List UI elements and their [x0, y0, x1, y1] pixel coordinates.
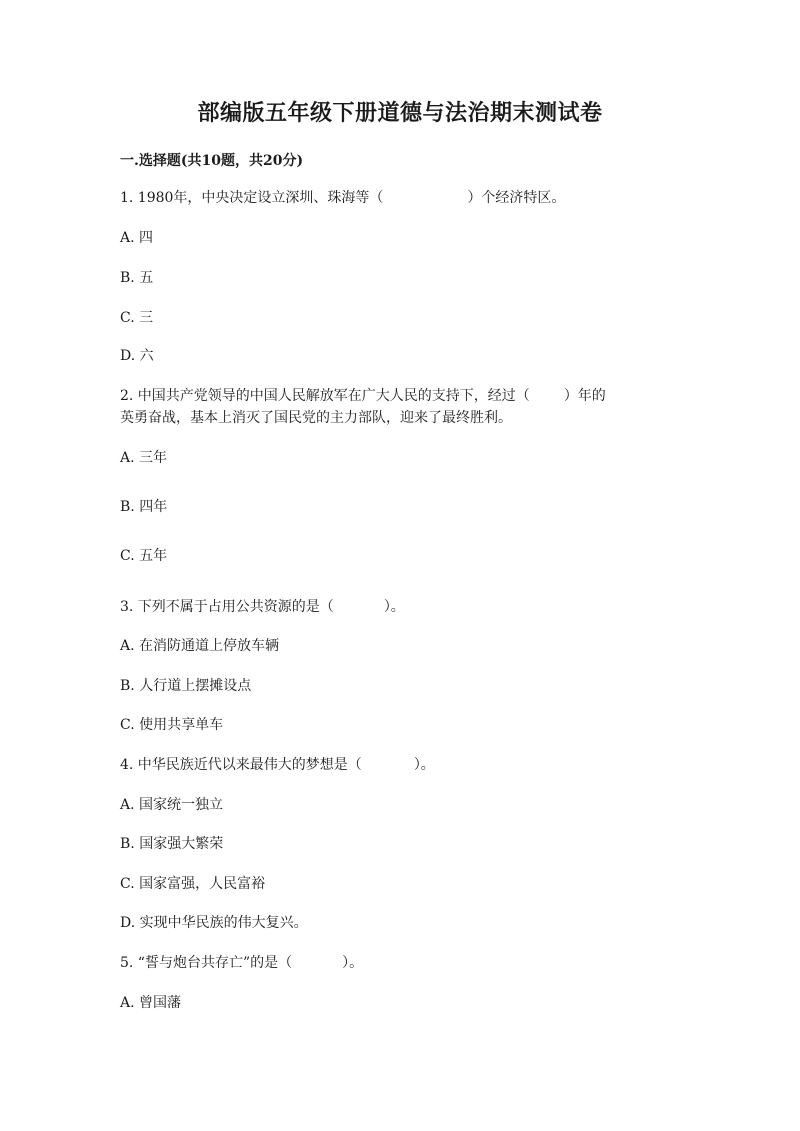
question-2-option-a: A. 三年 — [120, 450, 168, 466]
question-1-option-c: C. 三 — [120, 310, 154, 326]
question-3-stem-after: ）。 — [383, 599, 405, 615]
question-5-option-a: A. 曾国藩 — [120, 995, 182, 1011]
question-2-stem — [120, 385, 680, 407]
question-1-option-a: A. 四 — [120, 230, 154, 246]
question-5-stem-before: 5. “誓与炮台共存亡”的是（ — [120, 955, 293, 971]
question-4-stem-after: ）。 — [413, 757, 435, 773]
section-heading: 一.选择题(共10题，共20分) — [120, 153, 304, 169]
question-3-option-c: C. 使用共享单车 — [120, 717, 224, 733]
page-title: 部编版五年级下册道德与法治期末测试卷 — [197, 100, 603, 126]
question-2-stem-line2: 英勇奋战，基本上消灭了国民党的主力部队，迎来了最终胜利。 — [120, 410, 512, 426]
question-2-stem-after: ）年的 — [563, 388, 606, 404]
question-4-option-d: D. 实现中华民族的伟大复兴。 — [120, 915, 308, 931]
question-1-stem — [120, 187, 680, 209]
question-1-stem-before: 1. 1980年，中央决定设立深圳、珠海等（ — [120, 190, 384, 206]
question-3-option-b: B. 人行道上摆摊设点 — [120, 678, 252, 694]
question-4-option-a: A. 国家统一独立 — [120, 797, 224, 813]
question-2-stem-before: 2. 中国共产党领导的中国人民解放军在广大人民的支持下，经过（ — [120, 388, 530, 404]
question-3-stem-before: 3. 下列不属于占用公共资源的是（ — [120, 599, 334, 615]
question-4-stem-before: 4. 中华民族近代以来最伟大的梦想是（ — [120, 757, 362, 773]
question-3-option-a: A. 在消防通道上停放车辆 — [120, 638, 280, 654]
question-2-option-b: B. 四年 — [120, 499, 168, 515]
question-4-option-c: C. 国家富强，人民富裕 — [120, 876, 266, 892]
question-1-option-b: B. 五 — [120, 270, 154, 286]
question-1-stem-after: ）个经济特区。 — [467, 190, 566, 206]
question-3-stem — [120, 596, 680, 618]
question-1-option-d: D. 六 — [120, 348, 154, 364]
question-4-option-b: B. 国家强大繁荣 — [120, 836, 224, 852]
question-5-stem-after: ）。 — [342, 955, 364, 971]
question-2-option-c: C. 五年 — [120, 548, 168, 564]
question-4-stem — [120, 754, 680, 776]
question-5-stem — [120, 952, 680, 974]
